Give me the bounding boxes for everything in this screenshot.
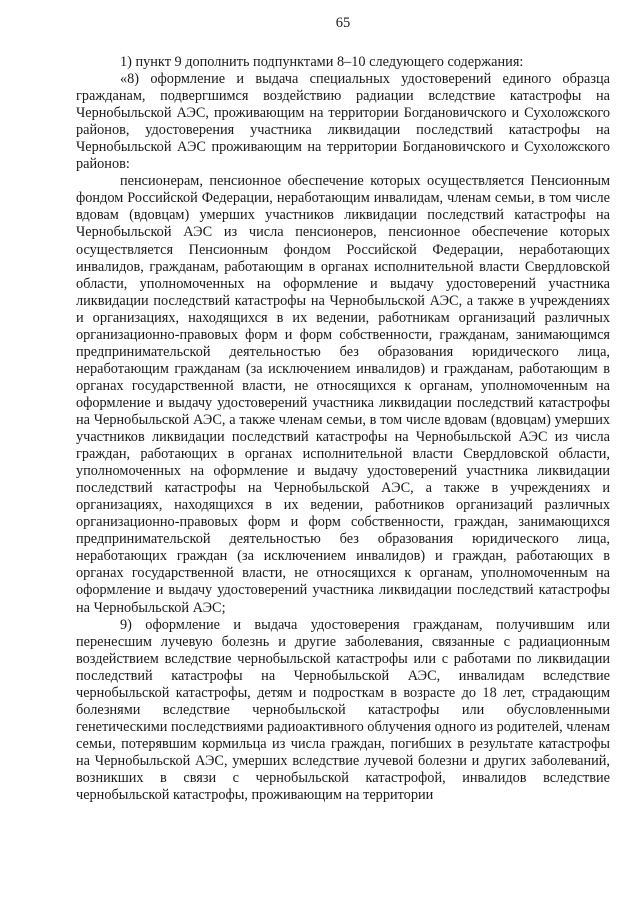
document-body (76, 54, 610, 804)
paragraph-item-1-intro: 1) пункт 9 дополнить подпунктами 8–10 следующего содержания: (120, 54, 524, 70)
document-page (76, 14, 610, 804)
paragraph-subitem-9: 9) оформление и выдача удостоверения гражданам, получившим или перенесшим лучевую болезнь и другие заболевания, связанные с радиационным воздействием вследствие чернобыльской катастрофы или с работами по ликвидации последствий катастрофы на Чернобыльской АЭС, инвалидам вследствие чернобыльской катастрофы, детям и подросткам в возрасте до 18 лет, страдающим болезнями вследствие чернобыльской катастрофы или обусловленными генетическими последствиями радиоактивного облучения одного из родителей, членам семьи, потерявшим кормильца из числа граждан, погибших в результате катастрофы на Чернобыльской АЭС, умерших вследствие лучевой болезни и других заболеваний, возникших в связи с чернобыльской катастрофой, инвалидов вследствие чернобыльской катастрофы, проживающим на территории (76, 616, 610, 804)
paragraph-pensioners: пенсионерам, пенсионное обеспечение которых осуществляется Пенсионным фондом Российской Федерации, неработающим инвалидам, членам семьи, в том числе вдовам (вдовцам) умерших участников ликвидации последствий катастрофы на Чернобыльской АЭС из числа пенсионеров, пенсионное обеспечение которых осуществляется Пенсионным фондом Российской Федерации, неработающих инвалидов, гражданам, работающим в органах исполнительной власти Свердловской области, уполномоченных на оформление и выдачу удостоверений участника ликвидации последствий катастрофы на Чернобыльской АЭС, а также в учреждениях и организациях, находящихся в их ведении, работникам организаций различных организационно-правовых форм и форм собственности, гражданам, занимающимся предпринимательской деятельностью без образования юридического лица, неработающим гражданам (за исключением инвалидов) и гражданам, работающим в органах государственной власти, не относящихся к органам, уполномоченным на оформление и выдачу удостоверений участника ликвидации последствий катастрофы на Чернобыльской АЭС, а также членам семьи, в том числе вдовам (вдовцам) умерших участников ликвидации последствий катастрофы на Чернобыльской АЭС из числа граждан, работающих в органах исполнительной власти Свердловской области, уполномоченных на оформление и выдачу удостоверений участника ликвидации последствий катастрофы на Чернобыльской АЭС, а также в учреждениях и организациях, находящихся в их ведении, работников организаций различных организационно-правовых форм и форм собственности, граждан, занимающихся предпринимательской деятельностью без образования юридического лица, неработающих граждан (за исключением инвалидов) и граждан, работающих в органах государственной власти, не относящихся к органам, уполномоченным на оформление и выдачу удостоверений участника ликвидации последствий катастрофы на Чернобыльской АЭС; (76, 173, 610, 616)
page-number: 65 (335, 15, 351, 31)
paragraph-subitem-8: «8) оформление и выдача специальных удостоверений единого образца гражданам, подвергшимся воздействию радиации вследствие катастрофы на Чернобыльской АЭС, проживающим на территории Богдановичского и Сухоложского районов, удостоверения участника ликвидации последствий катастрофы на Чернобыльской АЭС проживающим на территории Богдановичского и Сухоложского районов: (76, 71, 610, 173)
